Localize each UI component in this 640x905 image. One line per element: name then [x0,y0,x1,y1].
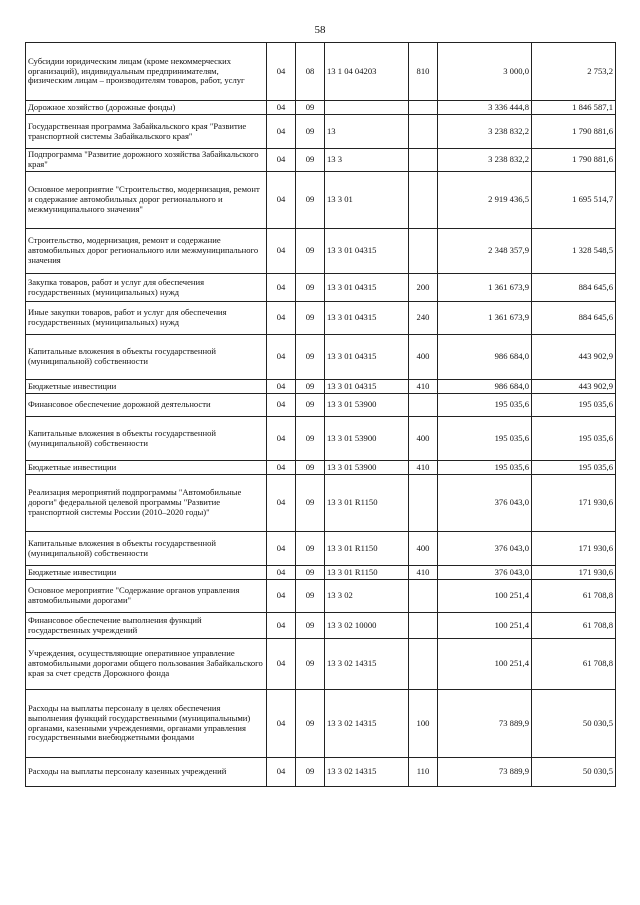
cell-rz: 04 [267,532,296,566]
cell-rz: 04 [267,758,296,787]
cell-fact: 195 035,6 [532,417,616,461]
table-row [26,475,616,532]
cell-fact: 1 790 881,6 [532,115,616,149]
cell-name: Основное мероприятие "Содержание органов управления автомобильными дорогами" [26,580,267,613]
cell-csr: 13 3 01 R1150 [325,475,409,532]
cell-plan: 1 361 673,9 [438,274,532,302]
cell-fact: 195 035,6 [532,394,616,417]
cell-name: Финансовое обеспечение дорожной деятельности [26,394,267,417]
cell-rz: 04 [267,566,296,580]
cell-pr: 09 [296,461,325,475]
cell-name: Основное мероприятие "Строительство, модернизация, ремонт и содержание автомобильных дорог регионального и межмуниципального значения" [26,172,267,229]
cell-fact: 884 645,6 [532,302,616,335]
cell-rz: 04 [267,115,296,149]
table-row [26,229,616,274]
cell-fact: 61 708,8 [532,613,616,639]
cell-vr [409,101,438,115]
cell-pr: 09 [296,149,325,172]
cell-rz: 04 [267,475,296,532]
table-row [26,335,616,380]
table-row [26,532,616,566]
cell-csr: 13 3 [325,149,409,172]
cell-name: Государственная программа Забайкальского края "Развитие транспортной системы Забайкальского края" [26,115,267,149]
cell-plan: 100 251,4 [438,580,532,613]
cell-pr: 09 [296,532,325,566]
cell-plan: 73 889,9 [438,690,532,758]
table-row [26,580,616,613]
cell-pr: 09 [296,335,325,380]
cell-vr [409,172,438,229]
cell-fact: 1 328 548,5 [532,229,616,274]
cell-csr: 13 3 02 10000 [325,613,409,639]
table-row [26,380,616,394]
table-row [26,758,616,787]
cell-csr: 13 3 01 53900 [325,394,409,417]
cell-vr [409,613,438,639]
table-row [26,302,616,335]
cell-name: Финансовое обеспечение выполнения функций государственных учреждений [26,613,267,639]
table-row [26,115,616,149]
cell-name: Учреждения, осуществляющие оперативное управление автомобильными дорогами общего пользования Забайкальского края за счет средств Дорожного фонда [26,639,267,690]
cell-pr: 09 [296,417,325,461]
cell-name: Капитальные вложения в объекты государственной (муниципальной) собственности [26,532,267,566]
cell-rz: 04 [267,172,296,229]
cell-plan: 986 684,0 [438,335,532,380]
cell-pr: 09 [296,394,325,417]
cell-vr: 240 [409,302,438,335]
table-row [26,461,616,475]
cell-name: Расходы на выплаты персоналу казенных учреждений [26,758,267,787]
cell-pr: 09 [296,639,325,690]
cell-plan: 2 919 436,5 [438,172,532,229]
cell-rz: 04 [267,613,296,639]
cell-fact: 50 030,5 [532,690,616,758]
cell-rz: 04 [267,43,296,101]
cell-fact: 50 030,5 [532,758,616,787]
cell-csr: 13 3 01 [325,172,409,229]
cell-vr: 200 [409,274,438,302]
cell-plan: 73 889,9 [438,758,532,787]
cell-csr: 13 3 02 14315 [325,758,409,787]
cell-fact: 884 645,6 [532,274,616,302]
cell-pr: 09 [296,380,325,394]
cell-fact: 195 035,6 [532,461,616,475]
cell-csr: 13 3 01 R1150 [325,532,409,566]
table-row [26,274,616,302]
cell-plan: 3 000,0 [438,43,532,101]
cell-vr: 400 [409,532,438,566]
cell-csr: 13 3 01 04315 [325,302,409,335]
cell-csr: 13 3 01 04315 [325,380,409,394]
cell-fact: 171 930,6 [532,475,616,532]
cell-csr [325,101,409,115]
cell-pr: 08 [296,43,325,101]
cell-vr [409,639,438,690]
cell-csr: 13 [325,115,409,149]
cell-plan: 376 043,0 [438,532,532,566]
cell-plan: 100 251,4 [438,613,532,639]
cell-pr: 09 [296,229,325,274]
cell-csr: 13 3 01 04315 [325,274,409,302]
cell-csr: 13 3 01 53900 [325,417,409,461]
cell-fact: 171 930,6 [532,566,616,580]
cell-fact: 1 790 881,6 [532,149,616,172]
cell-vr [409,394,438,417]
cell-csr: 13 3 01 04315 [325,335,409,380]
cell-pr: 09 [296,101,325,115]
cell-name: Реализация мероприятий подпрограммы "Автомобильные дороги" федеральной целевой программы "Развитие транспортной системы России (2010–2020 годы)" [26,475,267,532]
cell-rz: 04 [267,229,296,274]
table-row [26,566,616,580]
cell-pr: 09 [296,613,325,639]
cell-name: Дорожное хозяйство (дорожные фонды) [26,101,267,115]
cell-pr: 09 [296,758,325,787]
cell-pr: 09 [296,302,325,335]
cell-pr: 09 [296,566,325,580]
cell-csr: 13 3 01 04315 [325,229,409,274]
cell-pr: 09 [296,274,325,302]
table-row [26,417,616,461]
cell-vr: 100 [409,690,438,758]
cell-fact: 1 695 514,7 [532,172,616,229]
cell-rz: 04 [267,101,296,115]
cell-rz: 04 [267,302,296,335]
cell-vr [409,149,438,172]
cell-vr [409,229,438,274]
cell-vr: 810 [409,43,438,101]
cell-plan: 986 684,0 [438,380,532,394]
cell-name: Субсидии юридическим лицам (кроме некоммерческих организаций), индивидуальным предпринимателям, физическим лицам – производителям товаров, работ, услуг [26,43,267,101]
cell-vr: 410 [409,380,438,394]
budget-table [25,42,616,787]
table-row [26,101,616,115]
cell-name: Иные закупки товаров, работ и услуг для обеспечения государственных (муниципальных) нужд [26,302,267,335]
cell-rz: 04 [267,639,296,690]
cell-rz: 04 [267,417,296,461]
cell-fact: 443 902,9 [532,380,616,394]
cell-plan: 3 336 444,8 [438,101,532,115]
cell-fact: 2 753,2 [532,43,616,101]
cell-vr: 410 [409,461,438,475]
cell-rz: 04 [267,461,296,475]
cell-pr: 09 [296,690,325,758]
cell-plan: 3 238 832,2 [438,149,532,172]
cell-name: Строительство, модернизация, ремонт и содержание автомобильных дорог регионального или межмуниципального значения [26,229,267,274]
cell-name: Закупка товаров, работ и услуг для обеспечения государственных (муниципальных) нужд [26,274,267,302]
cell-plan: 195 035,6 [438,417,532,461]
cell-pr: 09 [296,172,325,229]
table-row [26,639,616,690]
cell-name: Бюджетные инвестиции [26,566,267,580]
table-row [26,394,616,417]
page-number: 58 [314,24,326,36]
table-row [26,172,616,229]
cell-csr: 13 3 02 14315 [325,690,409,758]
cell-name: Капитальные вложения в объекты государственной (муниципальной) собственности [26,335,267,380]
cell-fact: 61 708,8 [532,580,616,613]
cell-pr: 09 [296,475,325,532]
cell-plan: 3 238 832,2 [438,115,532,149]
cell-rz: 04 [267,149,296,172]
cell-plan: 2 348 357,9 [438,229,532,274]
cell-plan: 195 035,6 [438,394,532,417]
cell-vr: 400 [409,335,438,380]
cell-vr: 410 [409,566,438,580]
table-row [26,690,616,758]
table-row [26,613,616,639]
cell-name: Подпрограмма "Развитие дорожного хозяйства Забайкальского края" [26,149,267,172]
cell-vr: 400 [409,417,438,461]
cell-pr: 09 [296,580,325,613]
cell-fact: 1 846 587,1 [532,101,616,115]
cell-fact: 443 902,9 [532,335,616,380]
cell-csr: 13 3 02 14315 [325,639,409,690]
cell-name: Капитальные вложения в объекты государственной (муниципальной) собственности [26,417,267,461]
cell-plan: 376 043,0 [438,566,532,580]
cell-plan: 195 035,6 [438,461,532,475]
cell-vr [409,475,438,532]
cell-name: Бюджетные инвестиции [26,461,267,475]
cell-plan: 1 361 673,9 [438,302,532,335]
cell-plan: 100 251,4 [438,639,532,690]
cell-vr: 110 [409,758,438,787]
cell-rz: 04 [267,335,296,380]
cell-plan: 376 043,0 [438,475,532,532]
cell-rz: 04 [267,394,296,417]
cell-name: Расходы на выплаты персоналу в целях обеспечения выполнения функций государственными (муниципальными) органами, казенными учреждениями, органами управления государственными внебюджетными фондами [26,690,267,758]
cell-vr [409,580,438,613]
cell-fact: 61 708,8 [532,639,616,690]
cell-rz: 04 [267,690,296,758]
table-row [26,149,616,172]
cell-name: Бюджетные инвестиции [26,380,267,394]
cell-rz: 04 [267,274,296,302]
cell-pr: 09 [296,115,325,149]
table-row [26,43,616,101]
cell-rz: 04 [267,580,296,613]
cell-rz: 04 [267,380,296,394]
cell-csr: 13 3 01 53900 [325,461,409,475]
cell-csr: 13 1 04 04203 [325,43,409,101]
cell-vr [409,115,438,149]
cell-fact: 171 930,6 [532,532,616,566]
cell-csr: 13 3 02 [325,580,409,613]
cell-csr: 13 3 01 R1150 [325,566,409,580]
